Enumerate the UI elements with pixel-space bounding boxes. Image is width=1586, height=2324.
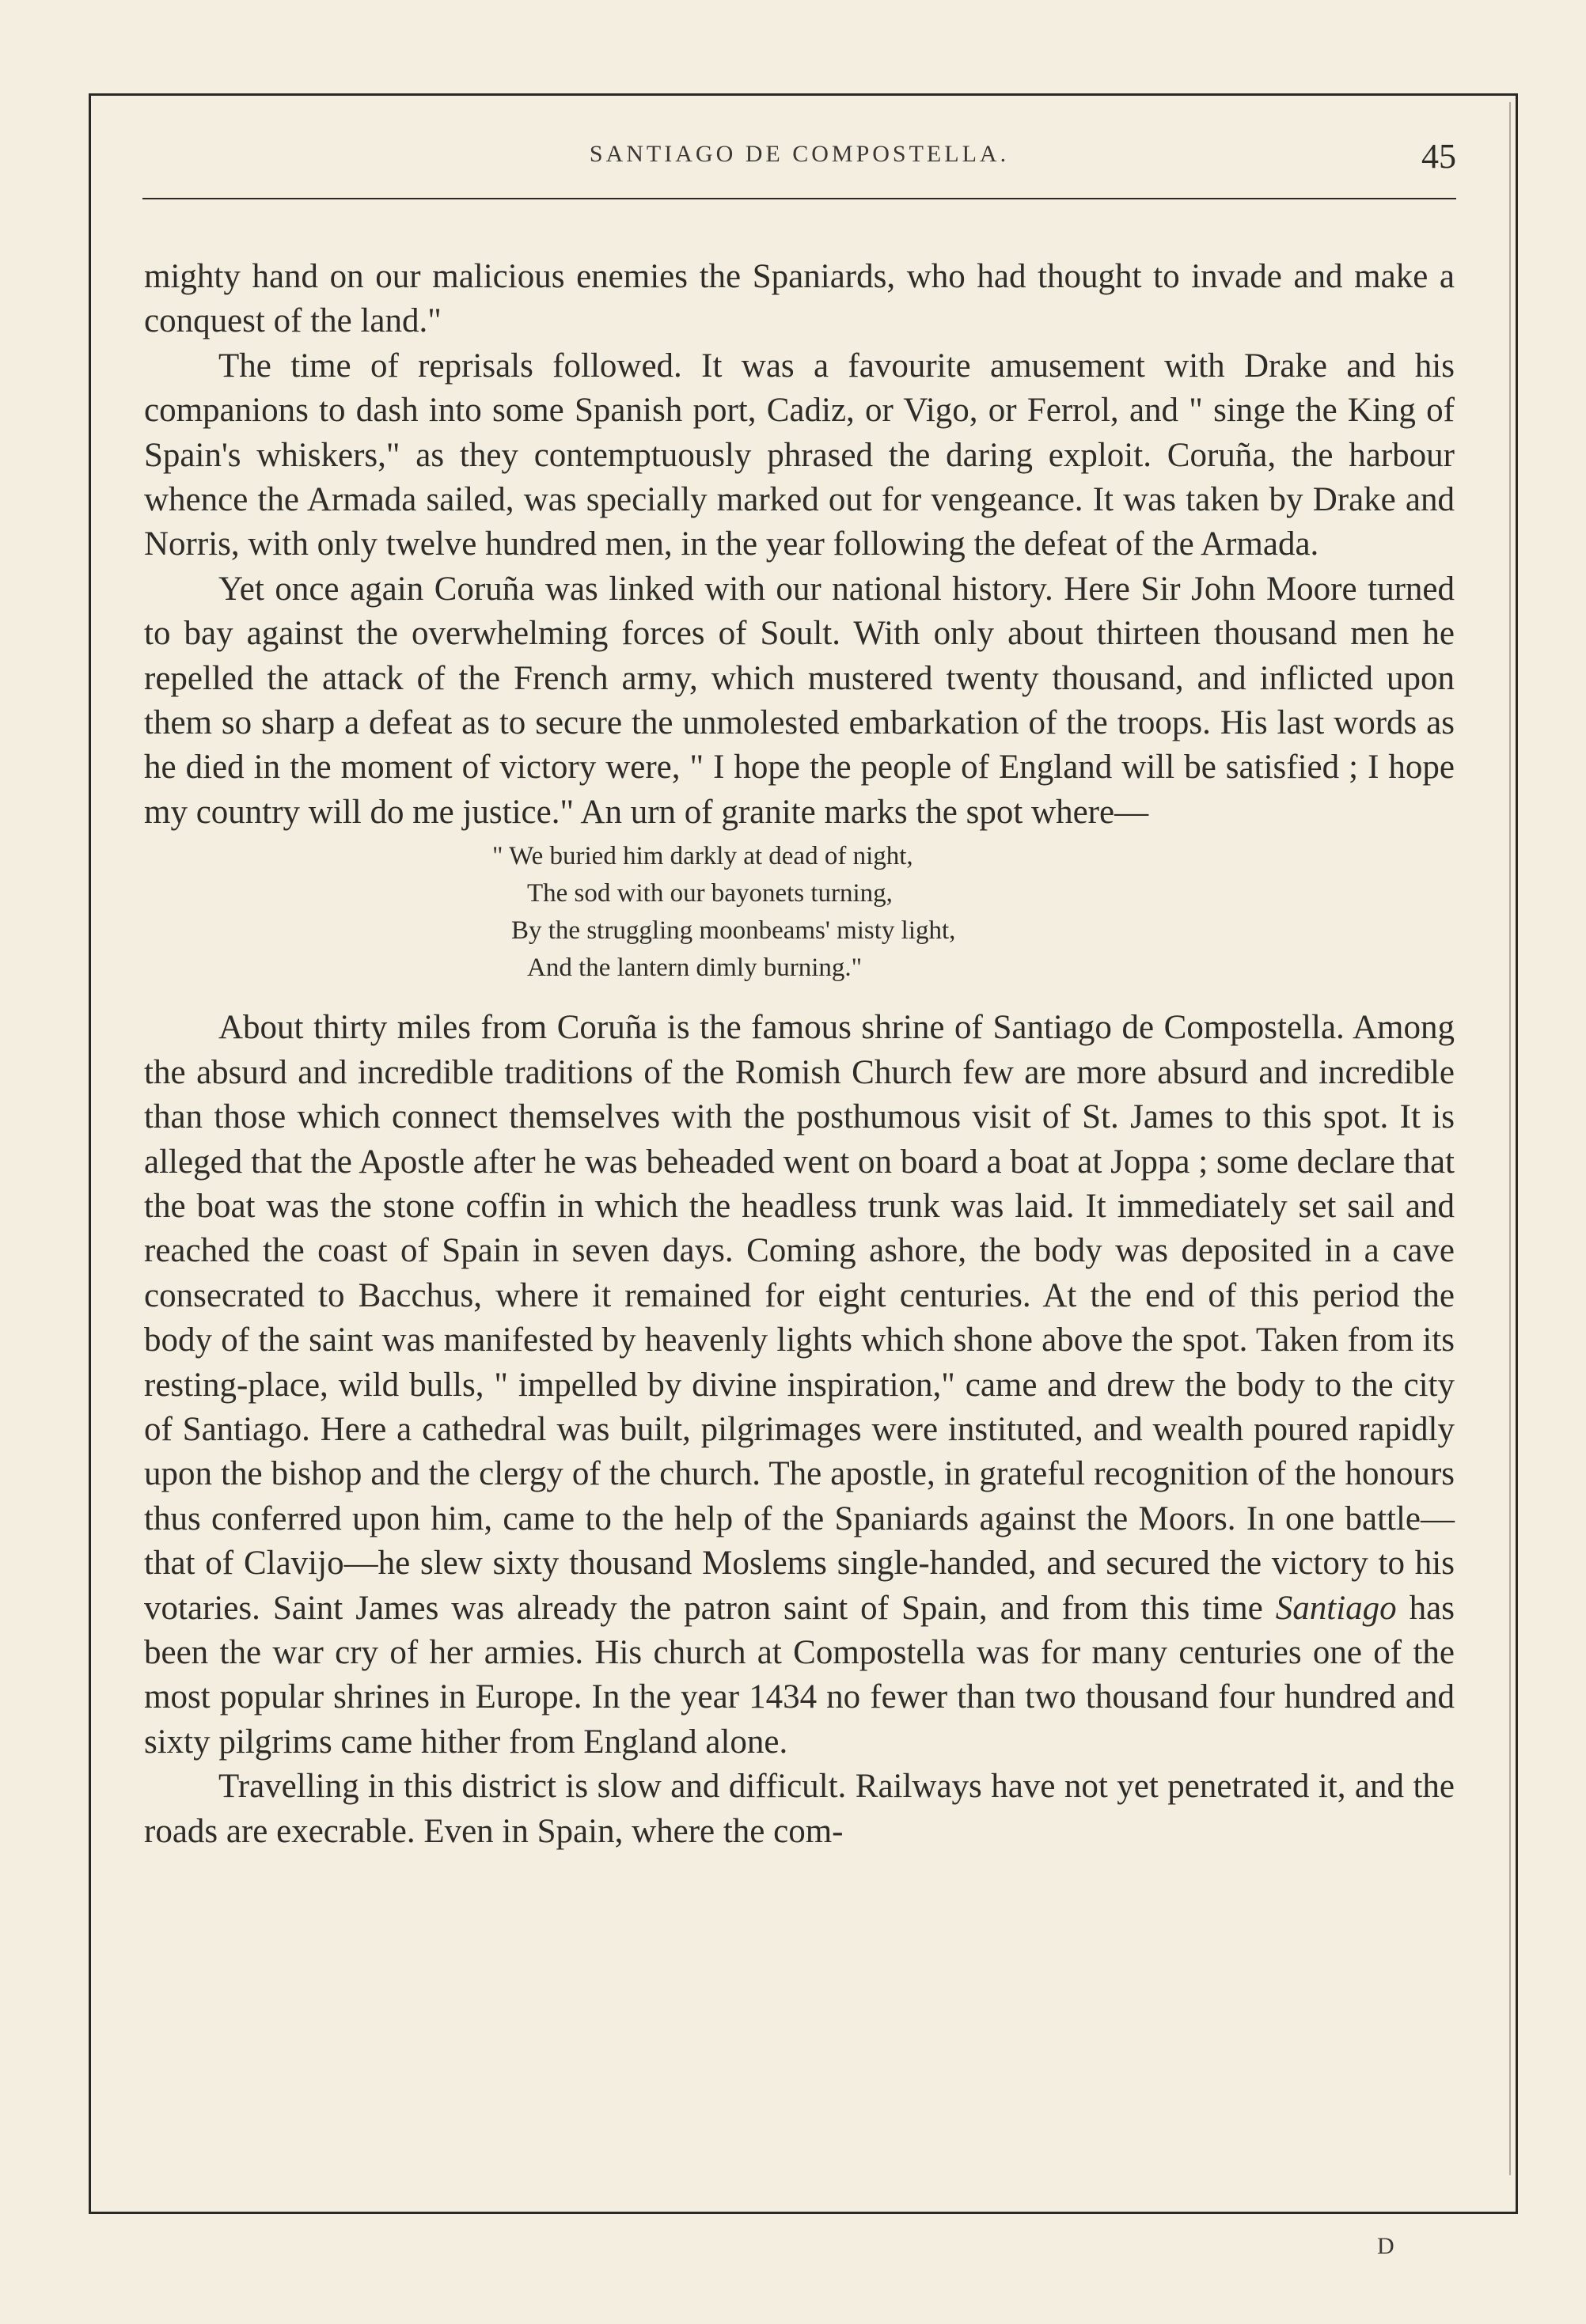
paragraph-5: Travelling in this district is slow and difficult. Railways have not yet penetrated it, and the roads are execrable. Even in Spain, where the com- — [144, 1768, 1455, 1850]
paragraph-4-text-a: About thirty miles from Coruña is the famous shrine of Santiago de Compostella. Among the absurd and incredible traditions of the Romish Church few are more absurd and incredible than those which connect themselves with the posthumous visit of St. James to this spot. It is alleged that the Apostle after he was beheaded went on board a boat at Joppa ; some declare that the boat was the stone coffin in which the headless trunk was laid. It immediately set sail and reached the coast of Spain in seven days. Coming ashore, the body was deposited in a cave consecrated to Bacchus, where it remained for eight centuries. At the end of this period the body of the saint was manifested by heavenly lights which shone above the spot. Taken from its resting-place, wild bulls, " impelled by divine inspiration," came and drew the body to the city of Santiago. Here a cathedral was built, pilgrimages were instituted, and wealth poured rapidly upon the bishop and the clergy of the church. The apostle, in grateful recognition of the honours thus conferred upon him, came to the help of the Spaniards against the Moors. In one battle—that of Clavijo—he slew sixty thousand Moslems single-handed, and secured the victory to his votaries. Saint James was already the patron saint of Spain, and from this time — [144, 1009, 1455, 1627]
poem-line: By the struggling moonbeams' misty light, — [511, 916, 956, 946]
paragraph-3: Yet once again Coruña was linked with our national history. Here Sir John Moore turned to bay against the overwhelming forces of Soult. With only about thirteen thousand men he repelled the attack of the French army, which mustered twenty thousand, and inflicted upon them so sharp a defeat as to secure the unmolested embarkation of the troops. His last words as he died in the moment of victory were, " I hope the people of England will be satisfied ; I hope my country will do me justice." An urn of granite marks the spot where— — [144, 570, 1455, 831]
paragraph-4-text-b: has been the war cry of her armies. His church at Compostella was for many centuries one of the most popular shrines in Europe. In the year 1434 no fewer than two thousand four hundred and sixty pilgrims came hither from England alone. — [144, 1589, 1455, 1761]
running-title: SANTIAGO DE COMPOSTELLA. — [589, 141, 1010, 167]
body-text — [144, 255, 1455, 1854]
header-rule — [142, 198, 1456, 199]
poem-line: The sod with our bayonets turning, — [527, 879, 893, 908]
paragraph-4-italic: Santiago — [1275, 1589, 1397, 1627]
signature-mark: D — [1377, 2233, 1394, 2259]
paragraph-2: The time of reprisals followed. It was a favourite amusement with Drake and his companions to dash into some Spanish port, Cadiz, or Vigo, or Ferrol, and " singe the King of Spain's whiskers," as they contemptuously phrased the daring exploit. Coruña, the harbour whence the Armada sailed, was specially marked out for vengeance. It was taken by Drake and Norris, with only twelve hundred men, in the year following the defeat of the Armada. — [144, 347, 1455, 563]
poem-line: " We buried him darkly at dead of night, — [492, 842, 913, 871]
paragraph-1: mighty hand on our malicious enemies the Spaniards, who had thought to invade and make a conquest of the land." — [144, 258, 1455, 340]
poem-quotation — [144, 838, 1455, 987]
running-head — [142, 137, 1456, 196]
poem-line: And the lantern dimly burning." — [527, 953, 863, 983]
paragraph-4 — [144, 1006, 1455, 1765]
page-number: 45 — [1421, 137, 1456, 176]
